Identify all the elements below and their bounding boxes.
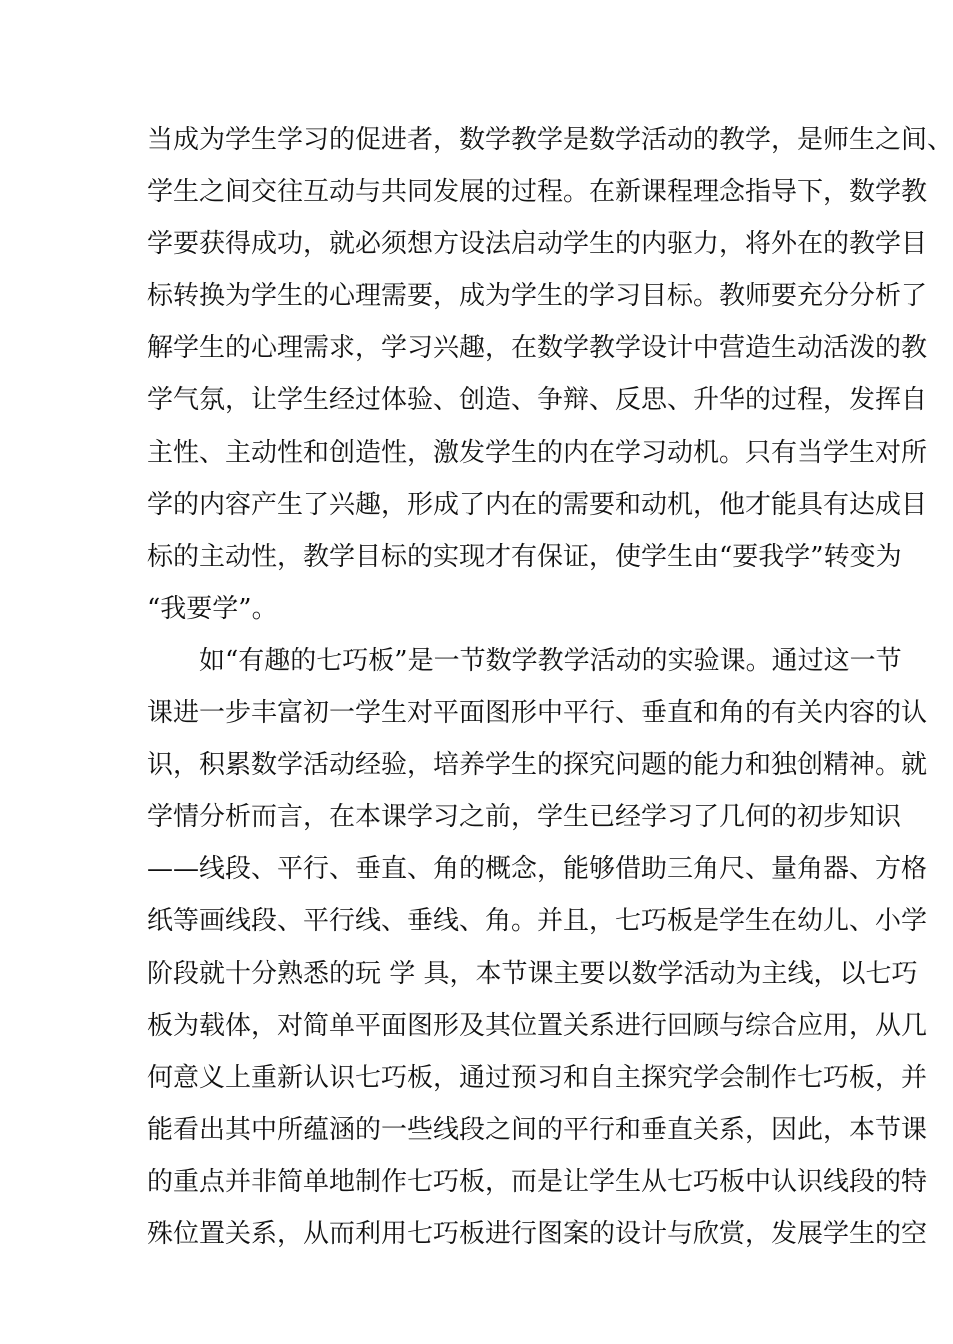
text-line: 主性、主动性和创造性，激发学生的内在学习动机。只有当学生对所 [147, 437, 928, 468]
text-line: “我要学”。 [147, 593, 278, 624]
body-text [147, 114, 953, 1260]
text-line: 学气氛，让学生经过体验、创造、争辩、反思、升华的过程，发挥自 [147, 385, 928, 416]
text-line: 解学生的心理需求，学习兴趣，在数学教学设计中营造生动活泼的教 [147, 333, 928, 364]
text-line: 的重点并非简单地制作七巧板，而是让学生从七巧板中认识线段的特 [147, 1166, 928, 1197]
text-line: 殊位置关系，从而利用七巧板进行图案的设计与欣赏，发展学生的空 [147, 1218, 928, 1249]
text-line: 识，积累数学活动经验，培养学生的探究问题的能力和独创精神。就 [147, 750, 928, 781]
text-line: 学情分析而言，在本课学习之前，学生已经学习了几何的初步知识 [147, 802, 902, 833]
text-line: 何意义上重新认识七巧板，通过预习和自主探究学会制作七巧板，并 [147, 1062, 928, 1093]
text-line: 能看出其中所蕴涵的一些线段之间的平行和垂直关系，因此，本节课 [147, 1114, 928, 1145]
text-line: 标转换为学生的心理需要，成为学生的学习目标。教师要充分分析了 [147, 281, 928, 312]
text-line: 学要获得成功，就必须想方设法启动学生的内驱力，将外在的教学目 [147, 229, 928, 260]
text-line: 阶段就十分熟悉的玩 学 具，本节课主要以数学活动为主线，以七巧 [147, 958, 918, 989]
text-line: ——线段、平行、垂直、角的概念，能够借助三角尺、量角器、方格 [147, 854, 928, 885]
text-line: 课进一步丰富初一学生对平面图形中平行、垂直和角的有关内容的认 [147, 698, 928, 729]
text-line: 纸等画线段、平行线、垂线、角。并且，七巧板是学生在幼儿、小学 [147, 906, 928, 937]
text-line: 学的内容产生了兴趣，形成了内在的需要和动机，他才能具有达成目 [147, 489, 928, 520]
text-line: 板为载体，对简单平面图形及其位置关系进行回顾与综合应用，从几 [147, 1010, 928, 1041]
paragraph-start-line: 如“有趣的七巧板”是一节数学教学活动的实验课。通过这一节 [199, 645, 902, 676]
text-line: 当成为学生学习的促进者，数学教学是数学活动的教学，是师生之间、 [147, 125, 953, 155]
text-line: 标的主动性，教学目标的实现才有保证，使学生由“要我学”转变为 [147, 541, 902, 572]
text-line: 学生之间交往互动与共同发展的过程。在新课程理念指导下，数学教 [147, 177, 928, 208]
